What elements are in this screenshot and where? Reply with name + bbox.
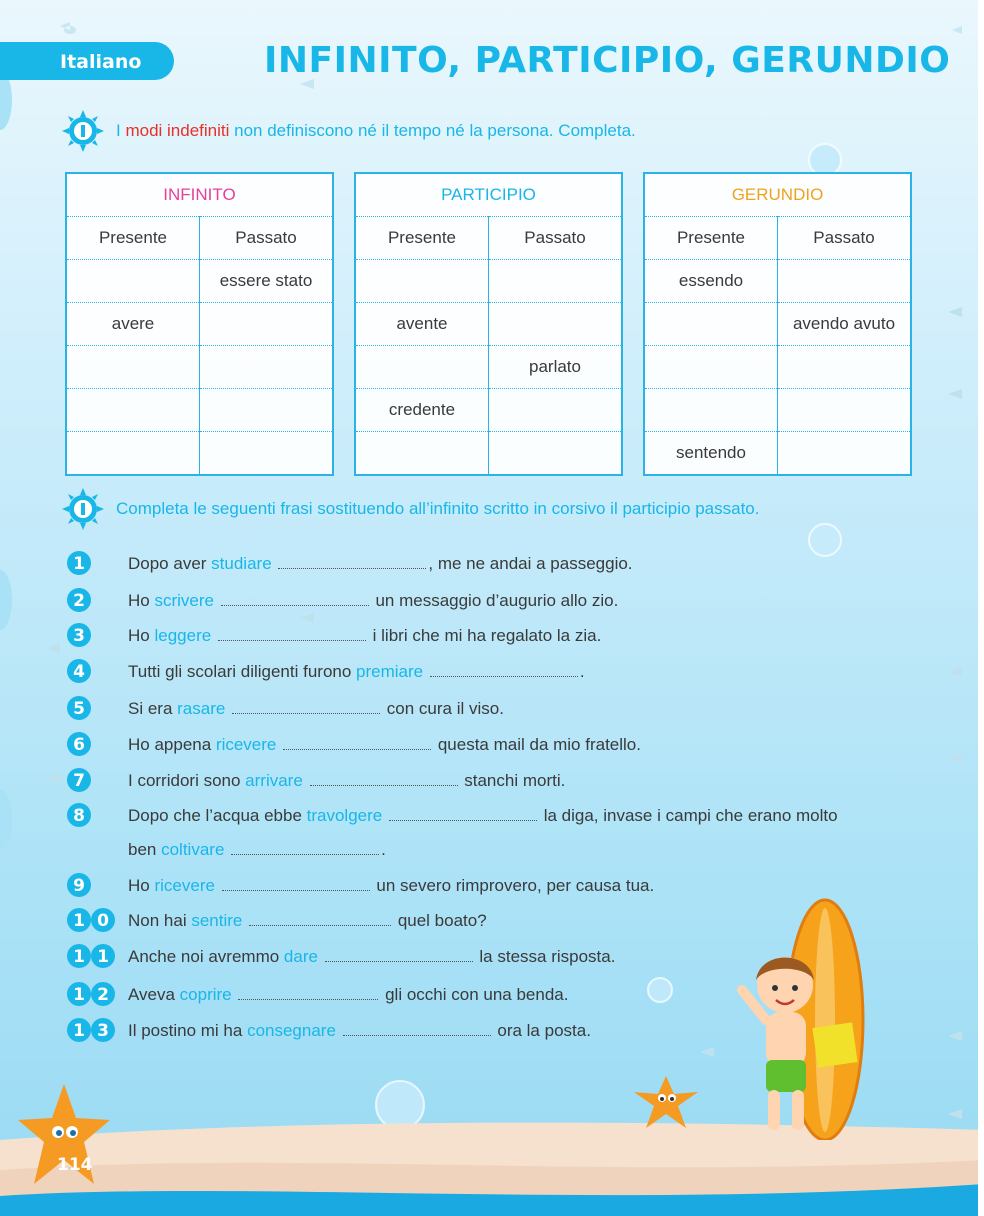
answer-blank[interactable] (222, 890, 370, 891)
sentence-line (128, 806, 838, 826)
sentence-number-badge (66, 587, 92, 613)
subject-tab (0, 42, 174, 80)
answer-blank[interactable] (238, 999, 378, 1000)
participio-table (354, 172, 623, 476)
sentence-number-badge (66, 981, 116, 1007)
cell[interactable] (778, 260, 912, 303)
svg-text:1: 1 (97, 947, 109, 967)
svg-text:5: 5 (73, 699, 85, 719)
svg-text:1: 1 (73, 985, 85, 1005)
sentence-verb: ricevere (154, 876, 215, 895)
sentence-text: , me ne andai a passeggio. (428, 554, 633, 573)
sentence-verb: coprire (179, 985, 232, 1004)
svg-text:3: 3 (73, 626, 85, 646)
sentence-number-badge (66, 767, 92, 793)
sentence-text: I corridori sono (128, 771, 246, 790)
answer-blank[interactable] (430, 676, 578, 677)
gerundio-table (643, 172, 912, 476)
sentence-text: Ho appena (128, 735, 216, 754)
sentence-line (128, 911, 487, 931)
svg-text:0: 0 (97, 911, 109, 931)
sentence-text: Il postino mi ha (128, 1021, 248, 1040)
sentence-number-badge (66, 802, 92, 828)
col-past: Passato (778, 217, 912, 260)
answer-blank[interactable] (231, 854, 379, 855)
sentence-text: . (381, 840, 386, 859)
cell[interactable]: avere (66, 303, 200, 346)
sentence-text: un severo rimprovero, per causa tua. (371, 876, 655, 895)
sentence-number-badge (66, 907, 116, 933)
svg-text:1: 1 (73, 1021, 85, 1041)
sentence-number-badge (66, 658, 92, 684)
col-present: Presente (644, 217, 778, 260)
cell[interactable] (644, 389, 778, 432)
sentence-verb: premiare (356, 662, 424, 681)
sentence-text: gli occhi con una benda. (380, 985, 569, 1004)
svg-text:8: 8 (73, 806, 85, 826)
sentence-text: Anche noi avremmo (128, 947, 284, 966)
page-title: INFINITO, PARTICIPIO, GERUNDIO (264, 40, 951, 81)
sentence-verb: scrivere (154, 591, 214, 610)
svg-text:7: 7 (73, 771, 85, 791)
sentence-line (128, 591, 618, 611)
sentence-text: ben (128, 840, 162, 859)
sentence-line (128, 876, 654, 896)
sentence-number-badge (66, 550, 92, 576)
page-edge (978, 0, 984, 1216)
svg-text:2: 2 (97, 985, 109, 1005)
highlight-text: modi indefiniti (125, 121, 230, 140)
sentence-verb: travolgere (306, 806, 383, 825)
sentence-text: Ho (128, 591, 155, 610)
answer-blank[interactable] (221, 605, 369, 606)
sentence-text: ora la posta. (492, 1021, 591, 1040)
answer-blank[interactable] (232, 713, 380, 714)
sentence-number-badge (66, 622, 92, 648)
cell[interactable] (200, 303, 334, 346)
cell[interactable] (66, 260, 200, 303)
sentence-number-badge (66, 1017, 116, 1043)
svg-text:1: 1 (73, 554, 85, 574)
cell[interactable] (644, 303, 778, 346)
cell[interactable]: essere stato (200, 260, 334, 303)
sentence-text: Aveva (128, 985, 180, 1004)
table-title: GERUNDIO (644, 173, 911, 217)
sentence-verb: studiare (211, 554, 272, 573)
table-title: PARTICIPIO (355, 173, 622, 217)
sentence-text: Si era (128, 699, 178, 718)
sentence-line (128, 1021, 591, 1041)
cell[interactable]: parlato (489, 346, 623, 389)
cell[interactable] (778, 346, 912, 389)
col-past: Passato (489, 217, 623, 260)
sentence-text: la stessa risposta. (474, 947, 616, 966)
infinito-table (65, 172, 334, 476)
sentence-text: Ho (128, 876, 155, 895)
sentence-number-badge (66, 695, 92, 721)
svg-text:6: 6 (73, 735, 85, 755)
sentence-text: questa mail da mio fratello. (433, 735, 641, 754)
sentence-verb: arrivare (245, 771, 303, 790)
svg-text:9: 9 (73, 876, 85, 896)
sentence-number-badge (66, 731, 92, 757)
answer-blank[interactable] (325, 961, 473, 962)
cell[interactable] (778, 432, 912, 476)
subject-label: Italiano (60, 51, 142, 73)
table-title: INFINITO (66, 173, 333, 217)
sentence-text: . (579, 662, 585, 681)
exercise2-instruction: Completa le seguenti frasi sostituendo all’infinito scritto in corsivo il participio passato. (116, 499, 760, 518)
svg-text:1: 1 (73, 911, 85, 931)
sentence-verb: leggere (154, 626, 212, 645)
sentence-verb: ricevere (215, 735, 277, 754)
cell[interactable]: sentendo (644, 432, 778, 476)
answer-blank[interactable] (278, 568, 426, 569)
sentence-text: con cura il viso. (382, 699, 504, 718)
svg-text:3: 3 (97, 1021, 109, 1041)
surfer-boy-illustration (720, 880, 880, 1140)
sentence-text: Non hai (128, 911, 192, 930)
cell[interactable] (778, 389, 912, 432)
sentence-verb: consegnare (247, 1021, 336, 1040)
cell[interactable]: avendo avuto (778, 303, 912, 346)
exercise-sun-icon (62, 110, 104, 152)
col-present: Presente (66, 217, 200, 260)
exercise1-instruction: I modi indefiniti non definiscono né il tempo né la persona. Completa. (116, 121, 636, 140)
cell[interactable] (200, 346, 334, 389)
sentence-line (128, 840, 386, 860)
sentence-line (128, 985, 568, 1005)
answer-blank[interactable] (249, 925, 391, 926)
sentence-verb: sentire (191, 911, 243, 930)
svg-text:1: 1 (73, 947, 85, 967)
col-past: Passato (200, 217, 334, 260)
sentence-verb: coltivare (161, 840, 225, 859)
sentence-number-badge (66, 943, 116, 969)
sentence-text: Ho (128, 626, 155, 645)
answer-blank[interactable] (389, 820, 537, 821)
cell[interactable]: avente (355, 303, 489, 346)
sentence-number-badge (66, 872, 92, 898)
sentence-line (128, 771, 565, 791)
cell[interactable] (644, 346, 778, 389)
answer-blank[interactable] (218, 640, 366, 641)
starfish-illustration (626, 1072, 706, 1132)
sentence-text: quel boato? (393, 911, 487, 930)
cell[interactable] (66, 389, 200, 432)
col-present: Presente (355, 217, 489, 260)
sentence-text: la diga, invase i campi che erano molto (538, 806, 838, 825)
cell[interactable] (489, 432, 623, 476)
sentence-text: stanchi morti. (459, 771, 566, 790)
sentence-verb: dare (283, 947, 318, 966)
sentence-text: Dopo che l’acqua ebbe (128, 806, 307, 825)
cell[interactable] (489, 389, 623, 432)
sentence-text: Tutti gli scolari diligenti furono (128, 662, 357, 681)
cell[interactable] (489, 260, 623, 303)
answer-blank[interactable] (283, 749, 431, 750)
sentence-verb: rasare (177, 699, 226, 718)
cell[interactable] (66, 346, 200, 389)
cell[interactable] (489, 303, 623, 346)
cell[interactable] (355, 346, 489, 389)
exercise-sun-icon (62, 488, 104, 530)
answer-blank[interactable] (310, 785, 458, 786)
cell[interactable] (355, 432, 489, 476)
cell[interactable] (355, 260, 489, 303)
sentence-line (128, 947, 615, 967)
cell[interactable] (200, 432, 334, 476)
cell[interactable] (200, 389, 334, 432)
cell[interactable]: credente (355, 389, 489, 432)
svg-text:4: 4 (73, 662, 85, 682)
sentence-line (128, 626, 601, 646)
sentence-line (128, 662, 585, 682)
sentence-text: Dopo aver (128, 554, 212, 573)
cell[interactable]: essendo (644, 260, 778, 303)
page-number: 114 (57, 1155, 93, 1175)
sentence-text: un messaggio d’augurio allo zio. (370, 591, 619, 610)
sentence-line (128, 699, 504, 719)
sentence-line (128, 735, 641, 755)
cell[interactable] (66, 432, 200, 476)
sentence-line (128, 554, 633, 574)
svg-text:2: 2 (73, 591, 85, 611)
answer-blank[interactable] (343, 1035, 491, 1036)
sentence-text: i libri che mi ha regalato la zia. (367, 626, 602, 645)
